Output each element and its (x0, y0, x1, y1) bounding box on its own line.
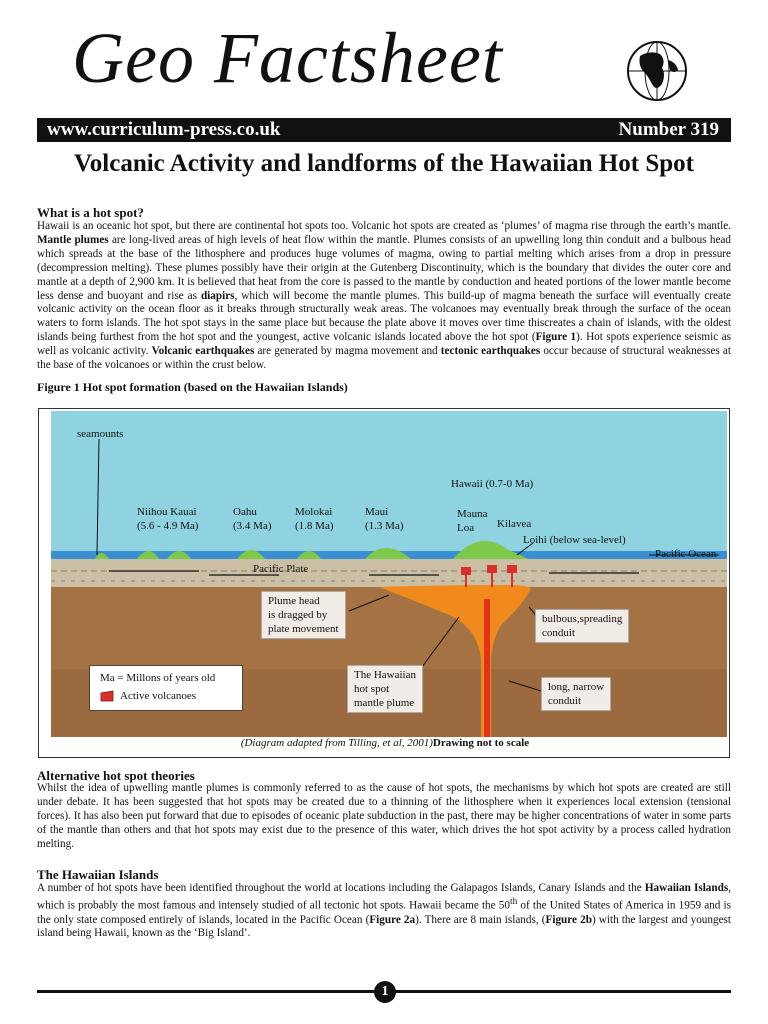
label-molokai: Molokai (295, 506, 333, 518)
label-pacific-ocean: Pacific Ocean (655, 548, 717, 560)
label-kilavea: Kilavea (497, 518, 532, 530)
heading-hawaiian-islands: The Hawaiian Islands (37, 867, 159, 882)
label-hawaii: Hawaii (0.7-0 Ma) (451, 478, 534, 490)
label-niihou-kauai: Niihou Kauai (137, 506, 197, 518)
figure-note: (Diagram adapted from Tilling, et al, 2001)Drawing not to scale (240, 737, 530, 749)
figure-1-caption: Figure 1 Hot spot formation (based on the Hawaiian Islands) (37, 380, 348, 394)
heading-what-is-hot-spot: What is a hot spot? (37, 205, 144, 220)
masthead-title (72, 18, 503, 98)
label-oahu: Oahu (233, 506, 257, 518)
paragraph-hawaiian-islands: A number of hot spots have been identified throughout the world at locations including the Galapagos Islands, Canary Islands and the Hawaiian Islands, which is probably the most famous and intensely studied of all tectonic hot spots. Hawaii became the 50th of the United States of America in 1959 and is the only state composed entirely of islands, located in the Pacific Ocean (Figure 2a). There are 8 main islands, (Figure 2b) with the largest and youngest island being Hawaii, known as the ‘Big Island’. (37, 882, 732, 940)
label-bulbous-conduit: bulbous,spreading conduit (535, 609, 629, 643)
label-niihou-kauai-age: (5.6 - 4.9 Ma) (137, 520, 199, 532)
label-maui-age: (1.3 Ma) (365, 520, 404, 532)
heading-alternative-theories: Alternative hot spot theories (37, 768, 195, 783)
legend-ma: Ma = Millons of years old (100, 672, 216, 684)
document-title: Volcanic Activity and landforms of the Hawaiian Hot Spot (74, 150, 694, 177)
label-plume-head: Plume head is dragged by plate movement (261, 591, 346, 639)
paragraph-alternative-theories: Whilst the idea of upwelling mantle plumes is commonly referred to as the cause of hot spots, the mechanisms by which hot spots are created are still under debate. It has been suggested that hot spots may be created due to a thinning of the lithosphere when it experiences local extension (tensional forces). It has also been put forward that due to episodes of oceanic plate subduction in the past, there may be higher concentrations of water in some parts of the mantle than others and that hot spots may exist due to the presence of this water, which drives the hot spot activity by a process called hydration melting. (37, 782, 731, 850)
issue-number: Number 319 (618, 119, 719, 140)
legend-active: Active volcanoes (120, 690, 197, 702)
label-mauna: Mauna (457, 508, 488, 520)
label-seamounts: seamounts (77, 428, 124, 440)
label-loa: Loa (457, 522, 475, 534)
label-oahu-age: (3.4 Ma) (233, 520, 272, 532)
label-molokai-age: (1.8 Ma) (295, 520, 334, 532)
label-maui: Maui (365, 506, 389, 518)
paragraph-hot-spot: Hawaii is an oceanic hot spot, but there are continental hot spots too. Volcanic hot spots are created as ‘plumes’ of magma rise through the earth’s mantle. Mantle plumes are long-lived areas of high levels of heat flow within the mantle. Plumes consists of an upwelling long thin conduit and a bulbous head which spreads at the base of the lithosphere and produces huge volumes of magma, owing to partial melting which arises from a drop in pressure (decompression melting). These plumes possibly have their origin at the Gutenberg Discontinuity, which is the boundary that divides the outer core and mantle at a depth of 2,900 km. It is believed that heat from the core is passed to the mantle by conduction and heated portions of the lower mantle become less dense and buoyant and rise as diapirs, which will become the mantle plumes. This build-up of magma beneath the surface will eventually create volcanic activity on the ocean floor as it breaks through structurally weak areas. The volcanoes may eventually break through the surface of the ocean waters to form islands. The hot spot stays in the same place but because the plate above it moves over time thiscreates a chain of islands, with the oldest islands being furthest from the hot spot and the youngest, active volcanic islands located above the hot spot (Figure 1). Hot spots experience seismic as well as volcanic activity. Volcanic earthquakes are generated by magma movement and tectonic earthquakes occur because of structural weaknesses at the base of the volcanoes or within the crust below. (37, 220, 732, 372)
masthead-factsheet: Factsheet (213, 18, 503, 98)
globe-icon (626, 40, 688, 102)
label-narrow-conduit: long, narrow conduit (541, 677, 611, 711)
figure-legend (89, 665, 243, 711)
label-loihi: Loihi (below sea-level) (523, 534, 626, 546)
header-bar (37, 118, 731, 142)
masthead-geo: Geo (72, 18, 195, 98)
page-number: 1 (374, 981, 396, 1003)
label-hawaiian-plume: The Hawaiian hot spot mantle plume (347, 665, 423, 713)
active-volcano-icon (100, 690, 114, 702)
label-pacific-plate: Pacific Plate (253, 563, 309, 575)
website-url[interactable]: www.curriculum-press.co.uk (47, 119, 281, 140)
figure-1-diagram (38, 408, 730, 758)
